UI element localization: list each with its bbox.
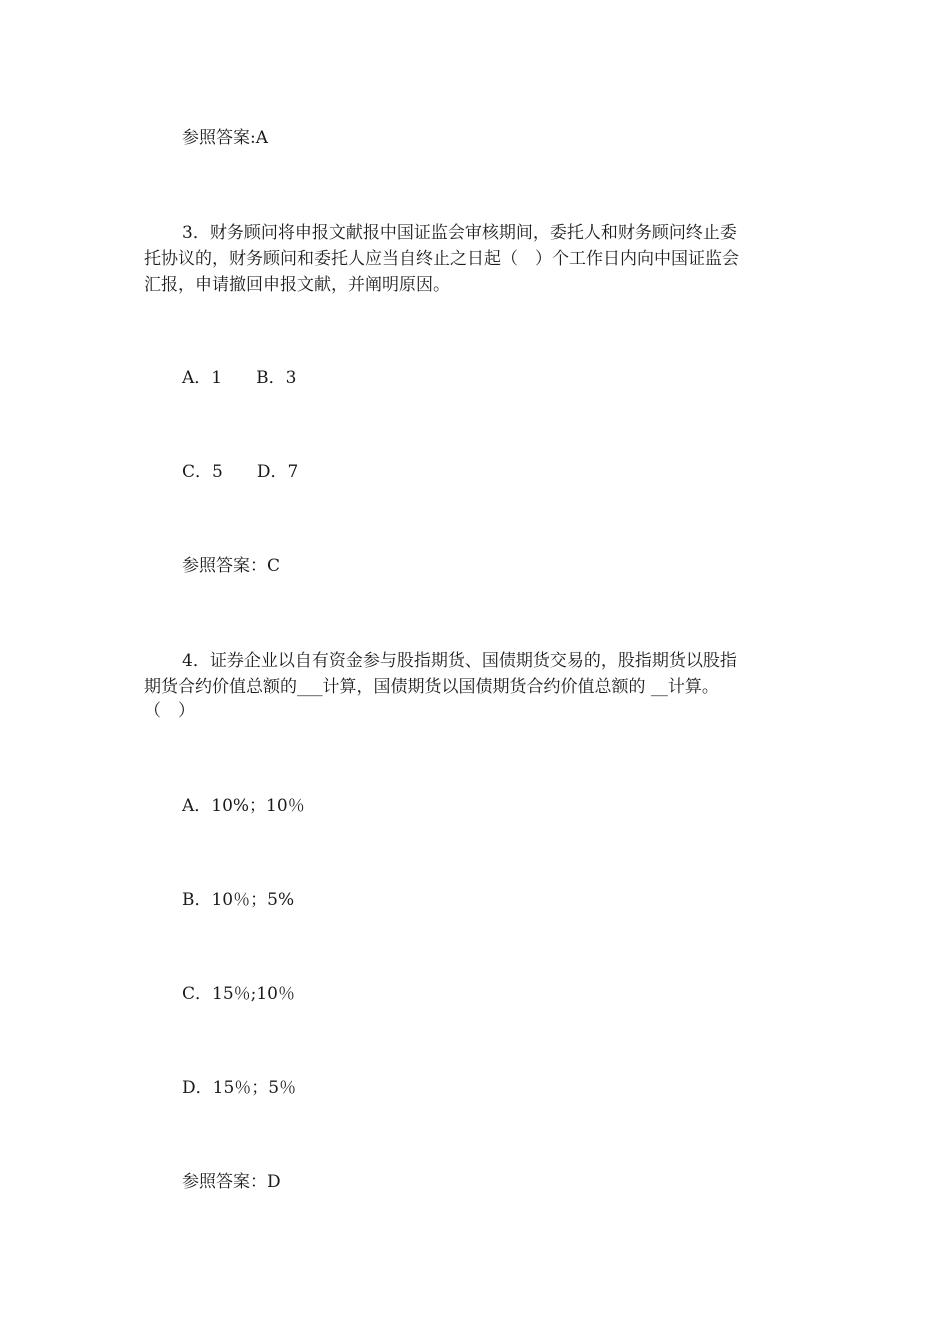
question-4-option-c: C．15％;10％ [182, 984, 295, 1004]
question-4-option-d: D．15％；5％ [182, 1078, 297, 1098]
question-3-text-line-3: 汇报，申请撤回申报文献，并阐明原因。 [144, 275, 450, 295]
question-4-answer: 参照答案：D [182, 1172, 281, 1192]
question-4-text-line-2: 期货合约价值总额的___计算，国债期货以国债期货合约价值总额的 __计算。 [144, 677, 719, 697]
question-3-answer: 参照答案：C [182, 556, 281, 576]
question-4-option-a: A．10%；10％ [182, 796, 305, 816]
question-3-options-cd: C．5 D．7 [182, 462, 299, 482]
question-4-option-b: B．10％；5% [182, 890, 295, 910]
question-4-text-line-1: 4．证券企业以自有资金参与股指期货、国债期货交易的，股指期货以股指 [182, 651, 737, 671]
answer-previous: 参照答案:A [182, 128, 269, 148]
question-3-text-line-2: 托协议的，财务顾问和委托人应当自终止之日起（ ）个工作日内向中国证监会 [144, 249, 739, 269]
question-3-text-line-1: 3．财务顾问将申报文献报中国证监会审核期间，委托人和财务顾问终止委 [182, 223, 737, 243]
question-4-text-line-3: （ ） [144, 701, 195, 721]
question-3-options-ab: A．1 B．3 [182, 368, 297, 388]
